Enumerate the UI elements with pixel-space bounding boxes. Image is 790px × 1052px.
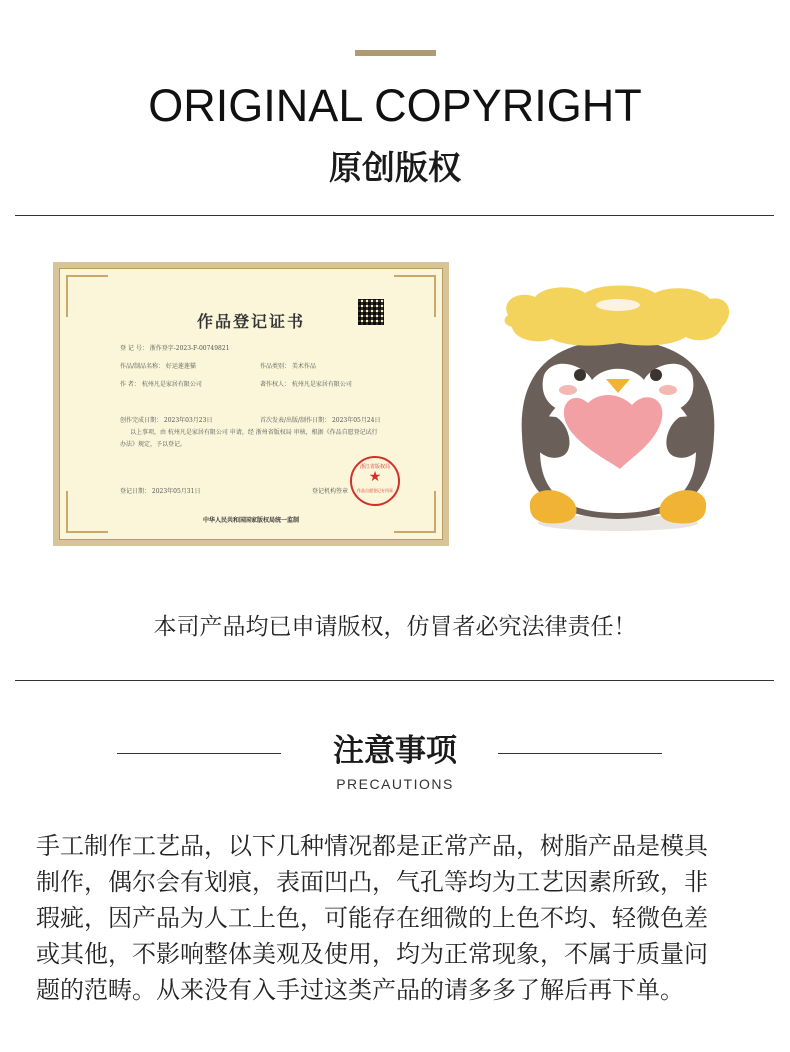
copyright-certificate (53, 262, 449, 546)
precautions-body (36, 828, 766, 1008)
precautions-subtitle: PRECAUTIONS (336, 776, 454, 792)
body-line: 制作，偶尔会有划痕，表面凹凸，气孔等均为工艺因素所致，非 (36, 868, 708, 896)
copyright-notice: 本司产品均已申请版权，仿冒者必究法律责任！ (153, 614, 637, 640)
cert-work-type: 作品类别： 美术作品 (260, 363, 316, 370)
ornament-corner (66, 491, 108, 533)
star-icon: ★ (368, 469, 382, 485)
title-chinese: 原创版权 (329, 148, 461, 187)
cert-work-name: 作品/制品名称： 好运莲莲猫 (120, 363, 196, 370)
cert-published: 首次发表/出版/制作日期： 2023年05月24日 (260, 417, 381, 424)
penguin-product-image (500, 285, 740, 535)
cert-author: 作 者： 杭州凡是家居有限公司 (120, 381, 202, 388)
right-cheek (659, 385, 677, 395)
body-line: 或其他，不影响整体美观及使用，均为正常现象，不属于质量问 (36, 940, 708, 968)
left-eye (574, 369, 586, 381)
cert-description-2: 办法》规定，予以登记。 (120, 441, 187, 448)
title-english: ORIGINAL COPYRIGHT (148, 80, 642, 131)
body-line: 手工制作工艺品，以下几种情况都是正常产品，树脂产品是模具 (36, 832, 708, 860)
seal-bottom-text: 作品自愿登记专用章 (357, 488, 393, 493)
left-cheek (559, 385, 577, 395)
cert-reg-date: 登记日期： 2023年05月31日 (120, 488, 201, 495)
right-eye (650, 369, 662, 381)
body-line: 题的范畴。从来没有入手过这类产品的请多多了解后再下单。 (36, 976, 684, 1004)
cert-description-1: 以上事项，由 杭州凡是家居有限公司 申请，经 浙州省版权局 审核，根据《作品自愿登记试行 (130, 429, 378, 436)
ornament-corner (394, 491, 436, 533)
certificate-paper (59, 268, 443, 540)
hat-opening (596, 299, 640, 311)
cert-owner: 著作权人： 杭州凡是家居有限公司 (260, 381, 352, 388)
seal-top-text: 浙江省版权局 (359, 464, 390, 470)
red-seal-stamp (350, 456, 400, 506)
precautions-title: 注意事项 (333, 733, 457, 769)
cert-footer: 中华人民共和国国家版权局统一监制 (202, 517, 299, 524)
divider-middle (15, 680, 774, 681)
body-line: 瑕疵，因产品为人工上色，可能存在细微的上色不均、轻微色差 (36, 904, 708, 932)
certificate-title: 作品登记证书 (196, 312, 305, 331)
cert-reg-no: 登 记 号： 浙作登字-2023-F-00749821 (120, 345, 230, 352)
cert-created: 创作完成日期： 2023年03月23日 (120, 417, 213, 424)
flower-hat (505, 286, 730, 346)
qr-code-icon (358, 299, 384, 325)
cert-org-seal-label: 登记机构签章 (312, 488, 349, 495)
divider-top (15, 215, 774, 216)
gold-accent-bar (355, 50, 436, 56)
